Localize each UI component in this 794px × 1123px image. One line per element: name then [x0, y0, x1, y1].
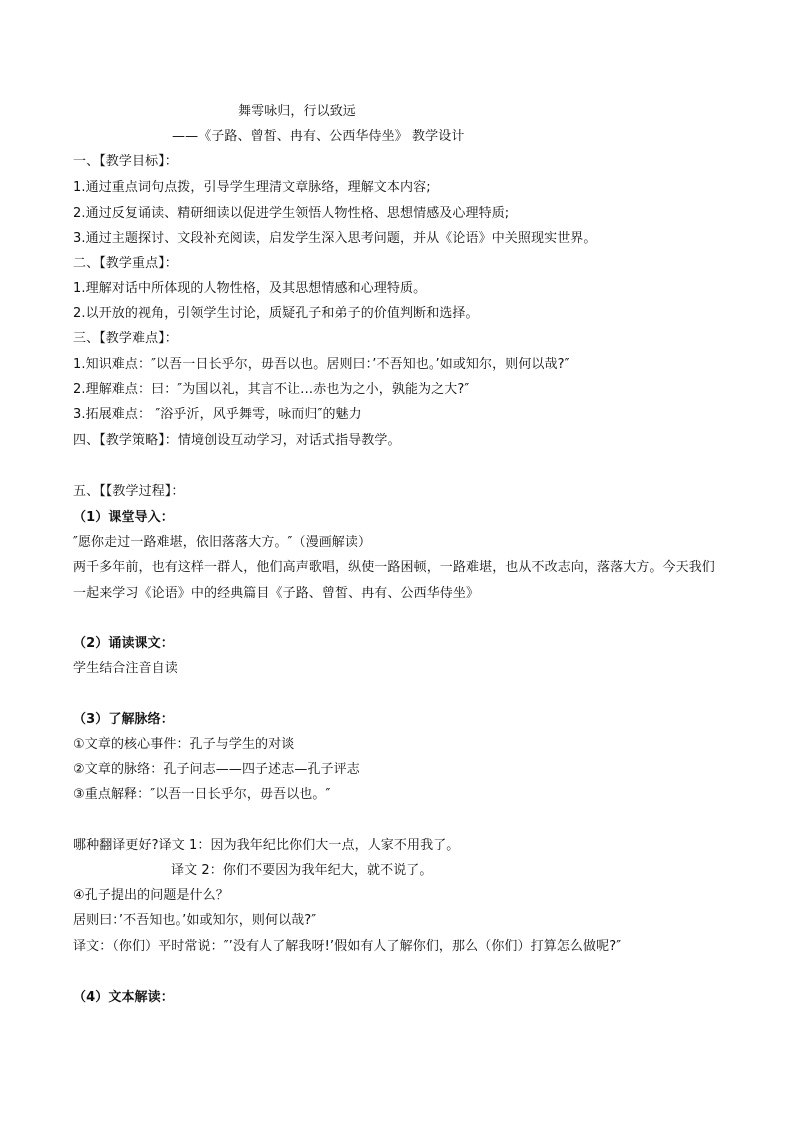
section-4-strategy: 四、【教学策略】：情境创设互动学习，对话式指导教学。 [73, 433, 401, 448]
section-1-heading: 一、【教学目标】： [73, 154, 178, 169]
page-subtitle: ——《子路、曾皙、冉有、公西华侍坐》 教学设计 [172, 129, 465, 144]
part-2-heading: （2）诵读课文： [73, 636, 174, 651]
section-2-heading: 二、【教学重点】： [73, 256, 178, 271]
reading-instruction: 学生结合注音自读 [73, 661, 178, 676]
context-item-2: ②文章的脉络：孔子问志——四子述志—孔子评志 [73, 762, 360, 777]
translation-option-2: 译文 2：你们不要因为我年纪大，就不说了。 [171, 863, 433, 878]
section-3-heading: 三、【教学难点】： [73, 331, 178, 346]
question-4: ④孔子提出的问题是什么？ [73, 888, 229, 903]
difficulty-item-1: 1.知识难点：″以吾一日长乎尔，毋吾以也。居则曰：’不吾知也。’如或知尔，则何以哉?″ [73, 357, 570, 372]
question-4-translation: 译文：（你们）平时常说：″’没有人了解我呀!’假如有人了解你们，那么（你们）打算怎么做呢?″ [73, 939, 622, 954]
part-4-heading: （4）文本解读： [73, 990, 174, 1005]
page-title: 舞雩咏归，行以致远 [238, 104, 356, 119]
difficulty-item-3: 3.拓展难点： ″浴乎沂，风乎舞雩，咏而归″的魅力 [73, 407, 362, 422]
keypoint-item-1: 1.理解对话中所体现的人物性格，及其思想情感和心理特质。 [73, 281, 427, 296]
part-3-heading: （3）了解脉络： [73, 712, 174, 727]
objective-item-3: 3.通过主题探讨、文段补充阅读，启发学生深入思考问题，并从《论语》中关照现实世界。 [73, 231, 597, 246]
translation-question: 哪种翻译更好?译文 1：因为我年纪比你们大一点，人家不用我了。 [73, 838, 460, 853]
intro-quote: ″愿你走过一路难堪，依旧落落大方。″（漫画解读） [73, 535, 372, 550]
section-5-heading: 五、【【教学过程】： [73, 484, 185, 499]
part-1-heading: （1）课堂导入： [73, 510, 174, 525]
objective-item-2: 2.通过反复诵读、精研细读以促进学生领悟人物性格、思想情感及心理特质; [73, 206, 510, 221]
context-item-3: ③重点解释：″以吾一日长乎尔，毋吾以也。″ [73, 787, 331, 802]
intro-paragraph: 两千多年前，也有这样一群人，他们高声歌唱，纵使一路困顿，一路难堪，也从不改志向，落落大方。今天我们一起来学习《论语》中的经典篇目《子路、曾皙、冉有、公西华侍坐》 [73, 560, 715, 601]
objective-item-1: 1.通过重点词句点拨，引导学生理清文章脉络，理解文本内容; [73, 180, 431, 195]
context-item-1: ①文章的核心事件：孔子与学生的对谈 [73, 737, 295, 752]
difficulty-item-2: 2.理解难点：曰：″为国以礼，其言不让…赤也为之小，孰能为之大?″ [73, 382, 470, 397]
keypoint-item-2: 2.以开放的视角，引领学生讨论，质疑孔子和弟子的价值判断和选择。 [73, 306, 479, 321]
question-4-quote: 居则曰：’不吾知也。’如或知尔，则何以哉?″ [73, 913, 317, 928]
